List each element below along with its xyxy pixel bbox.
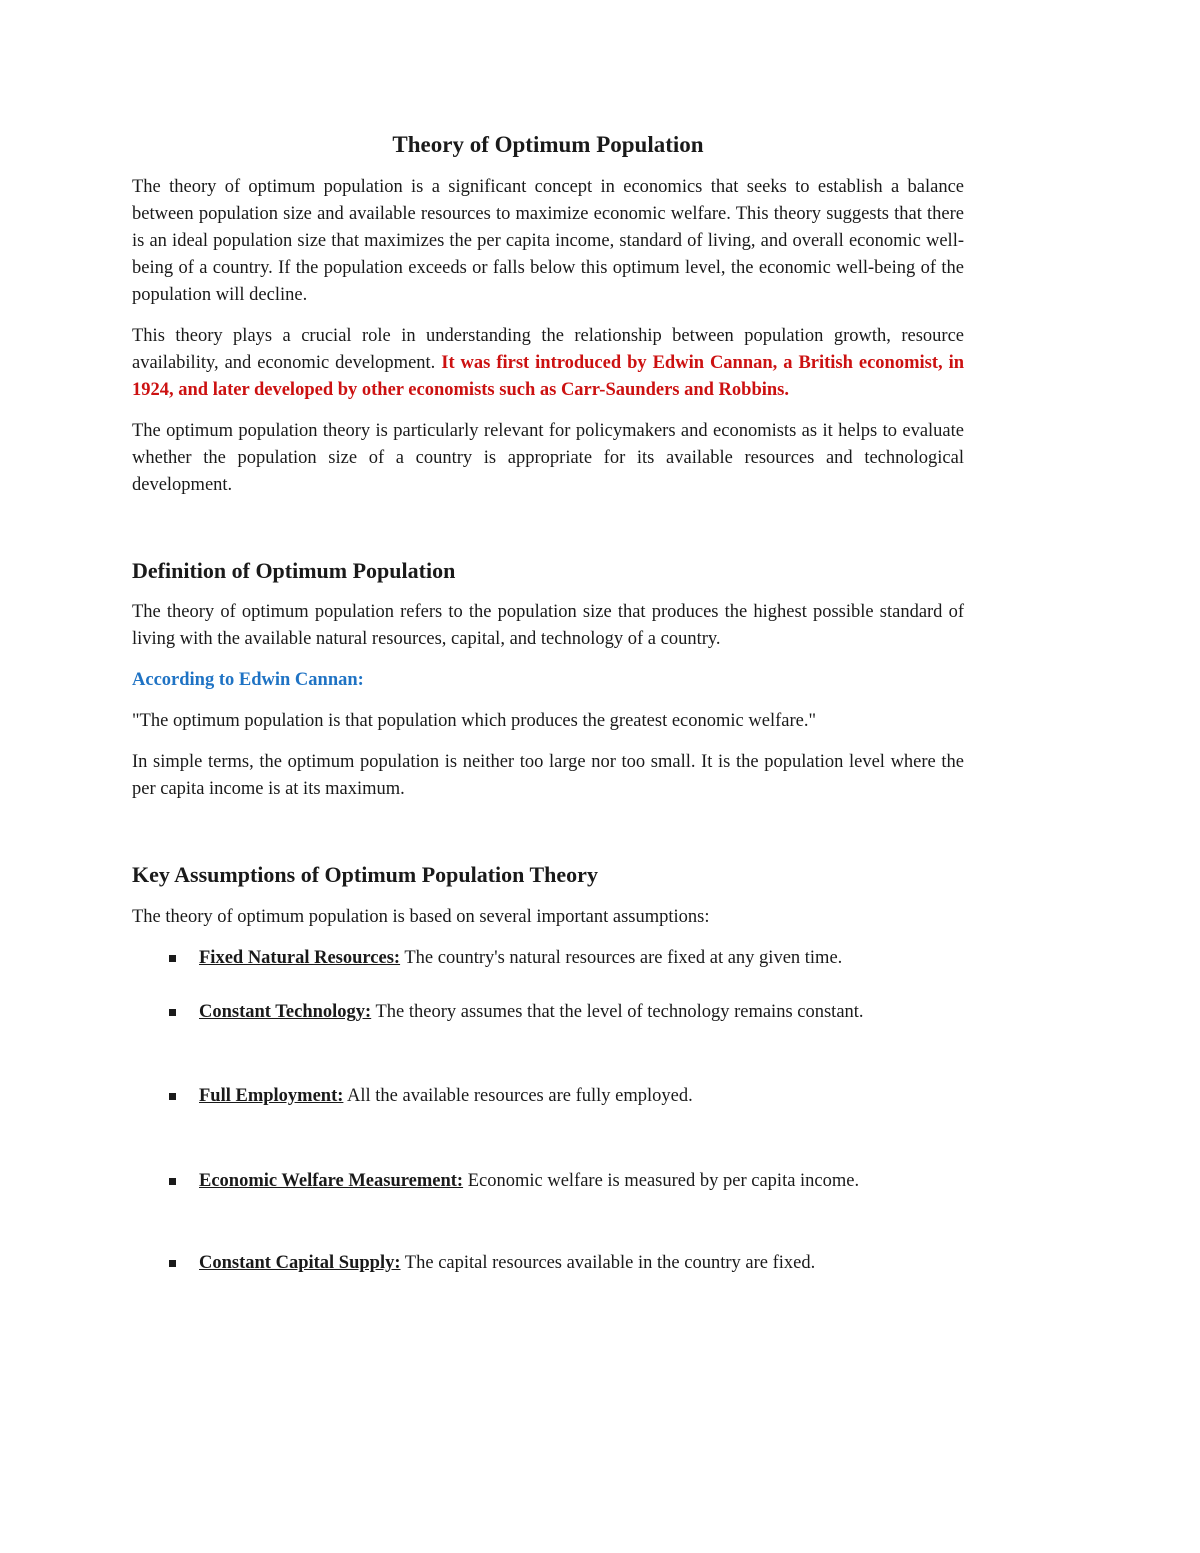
assumption-text: The theory assumes that the level of technology remains constant. bbox=[371, 1002, 864, 1023]
assumption-term: Constant Capital Supply: bbox=[199, 1253, 401, 1274]
assumption-item bbox=[132, 1250, 964, 1277]
assumption-item bbox=[132, 1168, 964, 1195]
definition-heading: Definition of Optimum Population bbox=[132, 557, 456, 583]
assumptions-intro: The theory of optimum population is based on several important assumptions: bbox=[132, 907, 710, 928]
assumptions-heading: Key Assumptions of Optimum Population Theory bbox=[132, 862, 598, 888]
assumption-text: All the available resources are fully employed. bbox=[343, 1086, 693, 1107]
assumption-item bbox=[132, 1083, 964, 1110]
document-title: Theory of Optimum Population bbox=[392, 132, 704, 157]
square-bullet-icon bbox=[169, 1093, 176, 1100]
definition-paragraph: The theory of optimum population refers to the population size that produces the highest possible standard of living with the available natural resources, capital, and technology of a country. bbox=[132, 602, 964, 650]
section-spacer bbox=[132, 817, 964, 861]
assumption-text: The capital resources available in the country are fixed. bbox=[400, 1253, 816, 1274]
square-bullet-icon bbox=[169, 955, 176, 962]
assumption-text: The country's natural resources are fixed at any given time. bbox=[400, 948, 843, 969]
intro-paragraph-2-text: This theory plays a crucial role in understanding the relationship between population growth, resource availability, and economic development. bbox=[132, 325, 964, 373]
assumption-text: Economic welfare is measured by per capita income. bbox=[463, 1171, 860, 1192]
assumption-item bbox=[132, 945, 964, 972]
assumption-term: Constant Technology: bbox=[199, 1002, 372, 1023]
intro-paragraph-3: The optimum population theory is particularly relevant for policymakers and economists as it helps to evaluate whether the population size of a country is appropriate for its available resources and technological development. bbox=[132, 420, 964, 495]
square-bullet-icon bbox=[169, 1178, 176, 1185]
assumption-term: Economic Welfare Measurement: bbox=[199, 1171, 464, 1192]
square-bullet-icon bbox=[169, 1260, 176, 1267]
assumption-term: Fixed Natural Resources: bbox=[199, 948, 401, 969]
intro-highlight-text: It was first introduced by Edwin Cannan, a British economist, in 1924, and later developed by other economists such as Carr-Saunders and Robbins. bbox=[132, 352, 964, 400]
assumptions-list bbox=[132, 945, 964, 1277]
according-to-cannan-label: According to Edwin Cannan: bbox=[132, 670, 364, 691]
section-spacer bbox=[132, 513, 964, 557]
document-page bbox=[132, 130, 964, 1277]
assumption-item bbox=[132, 999, 964, 1026]
cannan-quote: "The optimum population is that population which produces the greatest economic welfare." bbox=[132, 711, 817, 732]
square-bullet-icon bbox=[169, 1009, 176, 1016]
intro-paragraph-1: The theory of optimum population is a significant concept in economics that seeks to establish a balance between population size and available resources to maximize economic welfare. This theory suggests that there is an ideal population size that maximizes the per capita income, standard of living, and overall economic well-being of a country. If the population exceeds or falls below this optimum level, the economic well-being of the population will decline. bbox=[132, 176, 964, 305]
assumption-term: Full Employment: bbox=[199, 1086, 344, 1107]
simple-terms-paragraph: In simple terms, the optimum population is neither too large nor too small. It is the population level where the per capita income is at its maximum. bbox=[132, 752, 964, 800]
intro-paragraph-2 bbox=[132, 323, 964, 404]
